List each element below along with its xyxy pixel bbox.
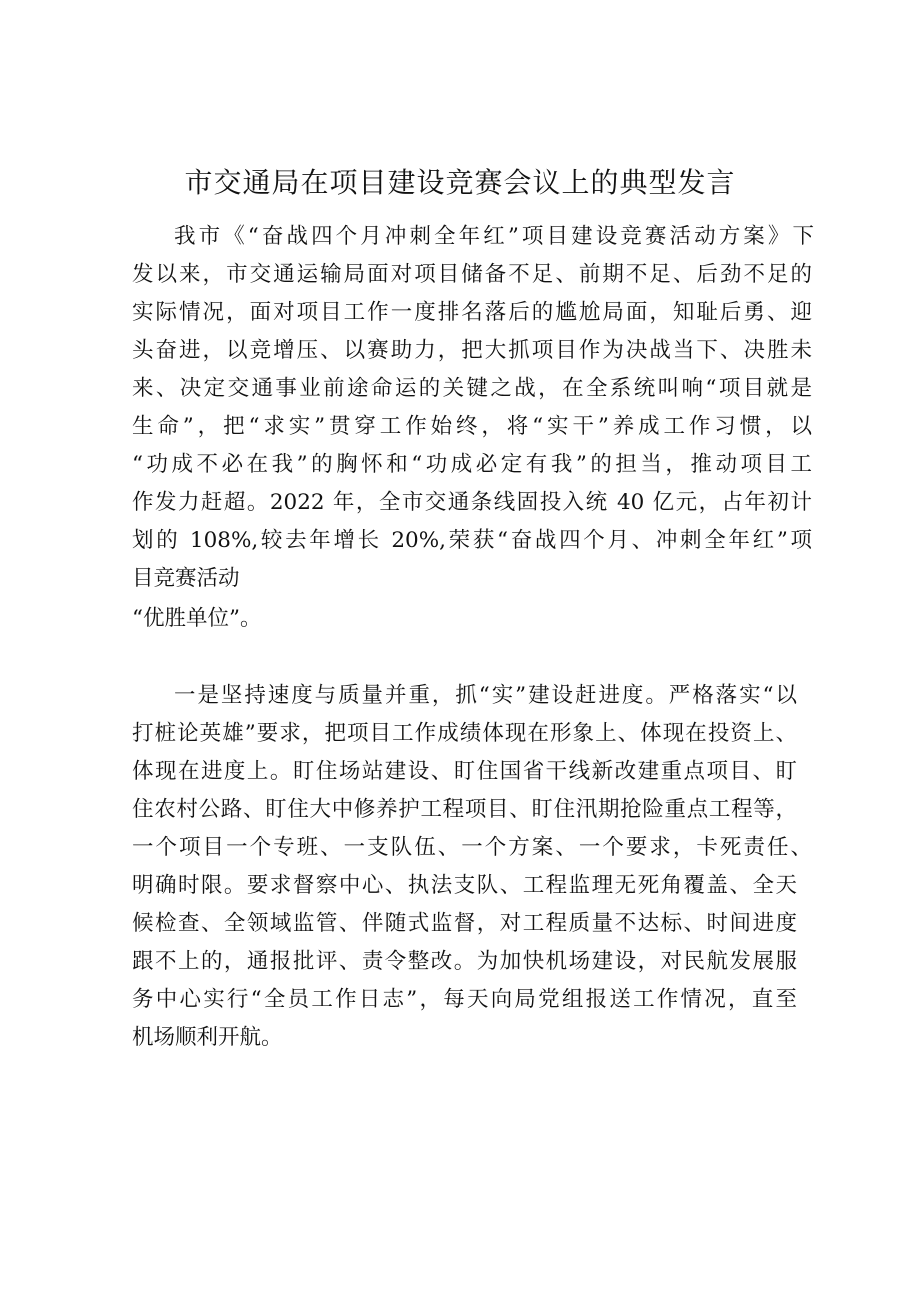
paragraph-2-line-1: 一是坚持速度与质量并重，抓“实”建设赶进度。严格落实“以: [174, 683, 797, 708]
paragraph-1-line-1: 我市《“奋战四个月冲刺全年红”项目建设竞赛活动方案》下: [174, 224, 814, 249]
paragraph-1-line-8: 作发力赶超。2022 年，全市交通条线固投入统 40 亿元，占年初计: [132, 490, 812, 515]
paragraph-2-line-5: 一个项目一个专班、一支队伍、一个方案、一个要求，卡死责任、: [132, 835, 812, 860]
paragraph-2-line-7: 候检查、全领域监管、伴随式监督，对工程质量不达标、时间进度: [132, 911, 797, 936]
paragraph-1-line-6: 生命”，把“求实”贯穿工作始终，将“实干”养成工作习惯，以: [132, 414, 812, 439]
paragraph-2-line-8: 跟不上的，通报批评、责令整改。为加快机场建设，对民航发展服: [132, 949, 797, 974]
paragraph-2-line-2: 打桩论英雄”要求，把项目工作成绩体现在形象上、体现在投资上、: [132, 721, 797, 746]
paragraph-1-line-4: 头奋进，以竞增压、以赛助力，把大抓项目作为决战当下、决胜未: [132, 338, 812, 363]
paragraph-1-line-9: 划的 108%,较去年增长 20%,荣获“奋战四个月、冲刺全年红”项: [132, 528, 812, 553]
paragraph-2-line-9: 务中心实行“全员工作日志”，每天向局党组报送工作情况，直至: [132, 987, 797, 1012]
paragraph-1-line-7: “功成不必在我”的胸怀和“功成必定有我”的担当，推动项目工: [132, 452, 812, 477]
document-title: 市交通局在项目建设竞赛会议上的典型发言: [184, 166, 736, 199]
paragraph-1-line-2: 发以来，市交通运输局面对项目储备不足、前期不足、后劲不足的: [132, 262, 812, 287]
paragraph-2-line-10: 机场顺利开航。: [132, 1025, 283, 1050]
paragraph-1-line-11: “优胜单位”。: [132, 606, 262, 631]
paragraph-2-line-3: 体现在进度上。盯住场站建设、盯住国省干线新改建重点项目、盯: [132, 759, 797, 784]
paragraph-1-line-10: 目竞赛活动: [132, 566, 240, 591]
paragraph-2-line-6: 明确时限。要求督察中心、执法支队、工程监理无死角覆盖、全天: [132, 873, 797, 898]
paragraph-2-line-4: 住农村公路、盯住大中修养护工程项目、盯住汛期抢险重点工程等，: [132, 797, 797, 822]
paragraph-1-line-5: 来、决定交通事业前途命运的关键之战，在全系统叫响“项目就是: [132, 376, 812, 401]
paragraph-1-line-3: 实际情况，面对项目工作一度排名落后的尴尬局面，知耻后勇、迎: [132, 300, 812, 325]
